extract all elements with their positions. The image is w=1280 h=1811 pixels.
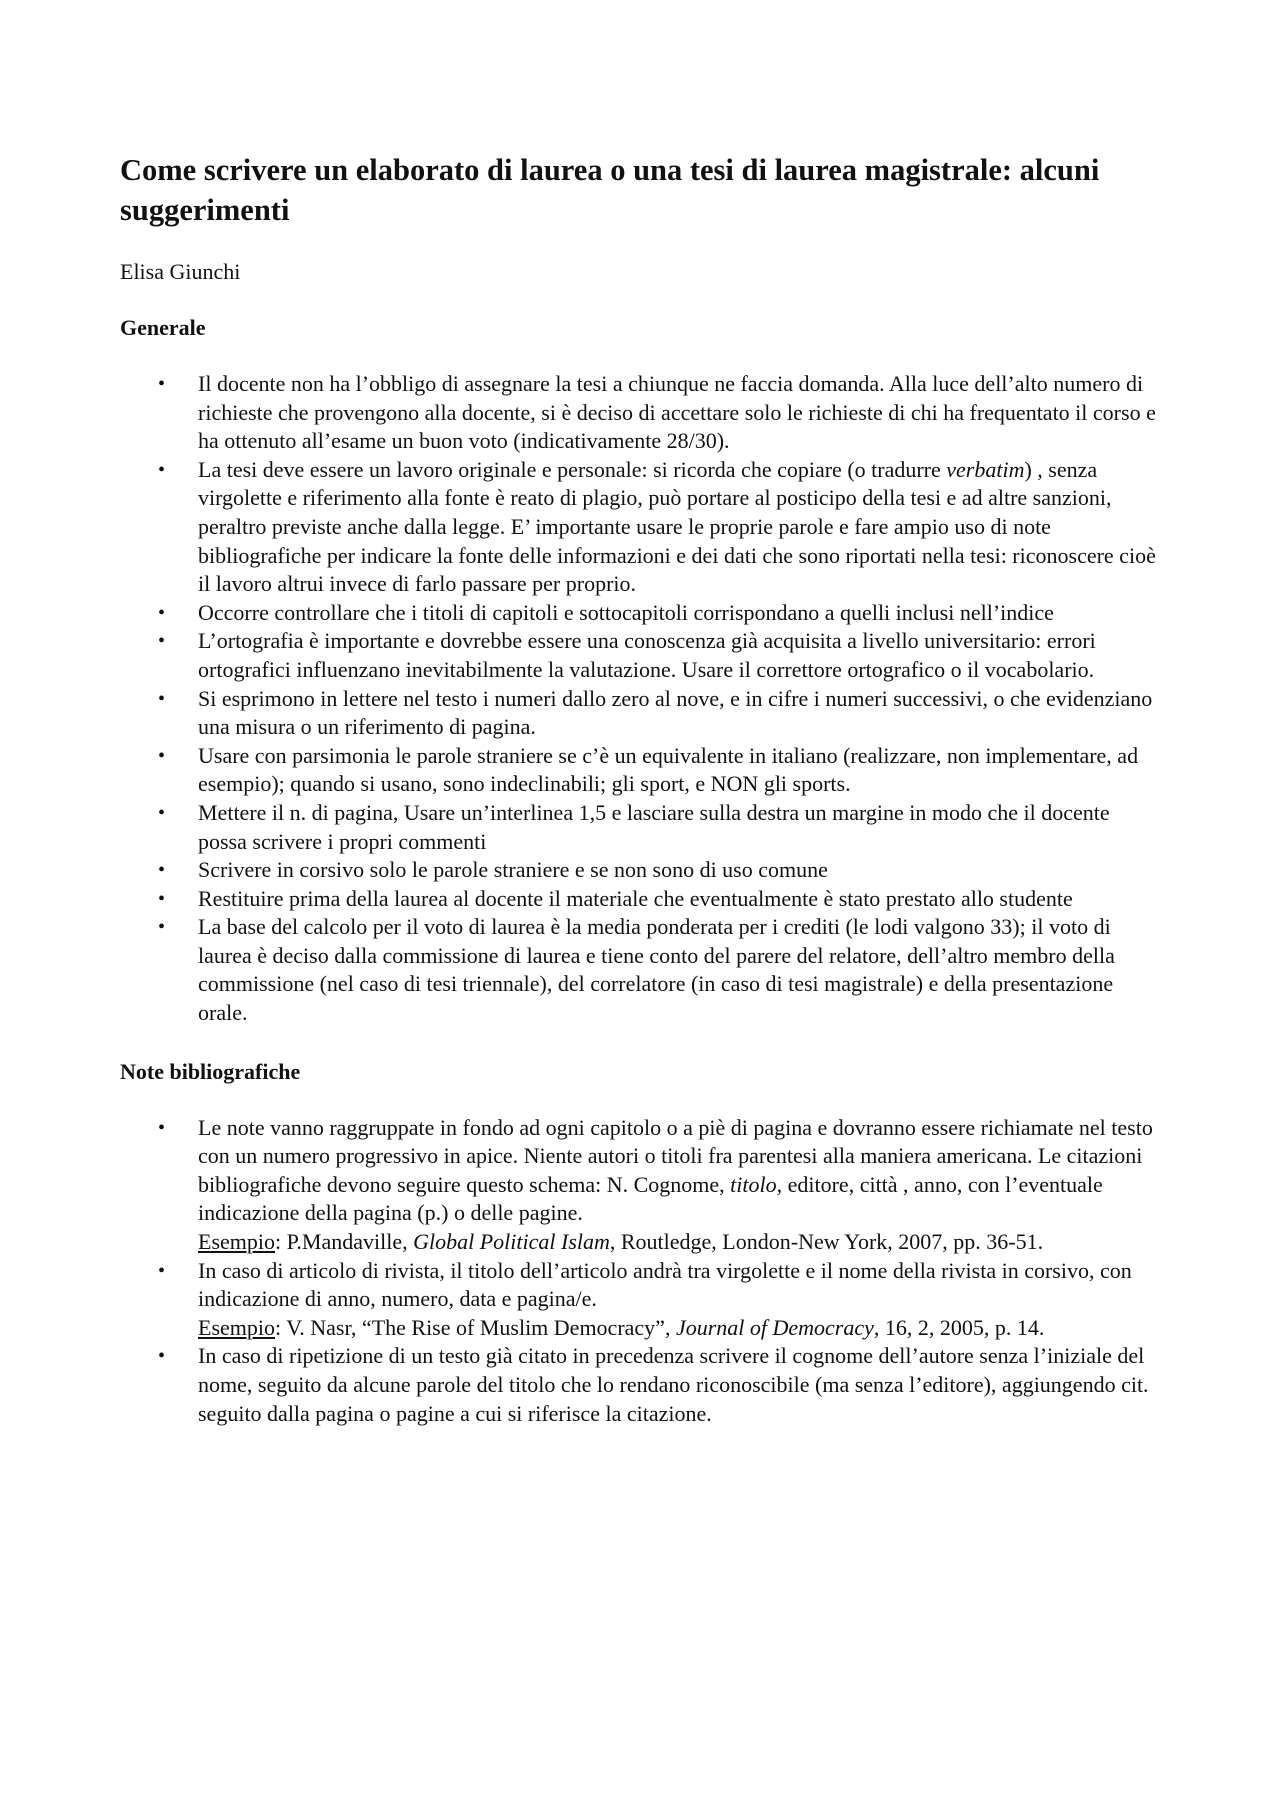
list-item-text: In caso di ripetizione di un testo già citato in precedenza scrivere il cognome dell’autore senza l’iniziale del nome, seguito da alcune parole del titolo che lo rendano riconoscibile (ma senza l’editore), aggiungendo cit. seguito dalla pagina o pagine a cui si riferisce la citazione. <box>198 1343 1149 1426</box>
example-label: Esempio <box>198 1314 275 1340</box>
list-item-text: Usare con parsimonia le parole straniere se c’è un equivalente in italiano (realizzare, non implementare, ad esempio); quando si usano, sono indeclinabili; gli sport, e NON gli sports. <box>198 742 1139 797</box>
bullet-icon: • <box>158 687 166 710</box>
list-item-text: Restituire prima della laurea al docente il materiale che eventualmente è stato prestato allo studente <box>198 885 1073 911</box>
italic-term: titolo, <box>730 1171 783 1197</box>
italic-term: verbatim <box>946 456 1025 482</box>
bullet-icon: • <box>158 373 166 395</box>
list-item-text: Occorre controllare che i titoli di capitoli e sottocapitoli corrispondano a quelli inclusi nell’indice <box>198 599 1054 625</box>
list-item <box>120 1114 1160 1257</box>
bullet-icon: • <box>158 601 166 624</box>
example-italic: Journal of Democracy <box>675 1314 874 1340</box>
list-item-text: In caso di articolo di rivista, il titolo dell’articolo andrà tra virgolette e il nome della rivista in corsivo, con indicazione di anno, numero, data e pagina/e. <box>198 1257 1132 1312</box>
example-text: , Routledge, London-New York, 2007, pp. 36-51. <box>609 1229 1044 1255</box>
bullet-icon: • <box>158 859 166 882</box>
author-name: Elisa Giunchi <box>120 259 241 284</box>
list-item <box>120 799 1160 856</box>
list-item-text: La tesi deve essere un lavoro originale e personale: si ricorda che copiare (o tradurre <box>198 456 947 482</box>
list-item <box>120 742 1160 799</box>
list-item-text: ) , senza virgolette e riferimento alla fonte è reato di plagio, può portare al posticipo della tesi e ad altre sanzioni, peraltro previste anche dalla legge. E’ importante usare le proprie parole e fare ampio uso di note bibliografiche per indicare la fonte delle informazioni e dei dati che sono riportati nella tesi: riconoscere cioè il lavoro altrui invece di farlo passare per proprio. <box>198 456 1156 597</box>
bullet-icon: • <box>158 744 166 767</box>
bullet-icon: • <box>158 1116 166 1139</box>
example-text: : P.Mandaville, <box>275 1229 414 1255</box>
list-item-text: L’ortografia è importante e dovrebbe essere una conoscenza già acquisita a livello universitario: errori ortografici influenzano inevitabilmente la valutazione. Usare il correttore ortografico o il vocabolario. <box>198 628 1096 682</box>
document-title: Come scrivere un elaborato di laurea o una tesi di laurea magistrale: alcuni suggerimenti <box>120 153 1100 227</box>
list-item-text: Il docente non ha l’obbligo di assegnare la tesi a chiunque ne faccia domanda. Alla luce dell’alto numero di richieste che provengono alla docente, si è deciso di accettare solo le richieste di chi ha frequentato il corso e ha ottenuto all’esame un buon voto (indicativamente 28/30). <box>198 371 1156 454</box>
list-item <box>120 1342 1160 1428</box>
example-text: , 16, 2, 2005, p. 14. <box>873 1314 1045 1340</box>
list-item-text: Mettere il n. di pagina, Usare un’interlinea 1,5 e lasciare sulla destra un margine in modo che il docente possa scrivere i propri commenti <box>198 799 1110 854</box>
example-label: Esempio <box>198 1229 275 1255</box>
list-item <box>120 599 1160 628</box>
example-line <box>198 1314 1160 1343</box>
bullet-icon: • <box>158 887 166 910</box>
note-list <box>120 1114 1160 1429</box>
list-item-text: Si esprimono in lettere nel testo i numeri dallo zero al nove, e in cifre i numeri successivi, o che evidenziano una misura o un riferimento di pagina. <box>198 685 1153 740</box>
bullet-icon: • <box>158 630 166 653</box>
list-item <box>120 885 1160 914</box>
bullet-icon: • <box>158 1345 166 1368</box>
section-heading-generale: Generale <box>120 315 206 340</box>
example-line <box>198 1228 1160 1257</box>
list-item-text: editore, città , anno, con l’eventuale indicazione della pagina (p.) o delle pagine. <box>198 1171 1103 1226</box>
list-item <box>120 370 1160 456</box>
generale-list <box>120 370 1160 1028</box>
list-item-text: Le note vanno raggruppate in fondo ad ogni capitolo o a piè di pagina e dovranno essere richiamate nel testo con un numero progressivo in apice. Niente autori o titoli fra parentesi alla maniera americana. Le citazioni bibliografiche devono seguire questo schema: N. Cognome, <box>198 1114 1153 1197</box>
list-item <box>120 913 1160 1027</box>
list-item <box>120 627 1160 684</box>
bullet-icon: • <box>158 1259 166 1282</box>
bullet-icon: • <box>158 916 166 939</box>
list-item <box>120 856 1160 885</box>
bullet-icon: • <box>158 801 166 824</box>
list-item-text: Scrivere in corsivo solo le parole straniere e se non sono di uso comune <box>198 857 828 883</box>
list-item-text: La base del calcolo per il voto di laurea è la media ponderata per i crediti (le lodi valgono 33); il voto di laurea è deciso dalla commissione di laurea e tiene conto del parere del relatore, dell’altro membro della commissione (nel caso di tesi triennale), del correlatore (in caso di tesi magistrale) e della presentazione orale. <box>198 914 1115 1026</box>
section-heading-note-bibliografiche: Note bibliografiche <box>120 1058 301 1084</box>
list-item <box>120 1257 1160 1343</box>
document-page <box>120 150 1160 1458</box>
bullet-icon: • <box>158 458 166 481</box>
example-text: : V. Nasr, “The Rise of Muslim Democracy”, <box>275 1314 676 1340</box>
list-item <box>120 685 1160 742</box>
list-item <box>120 456 1160 599</box>
example-italic: Global Political Islam <box>413 1229 610 1255</box>
